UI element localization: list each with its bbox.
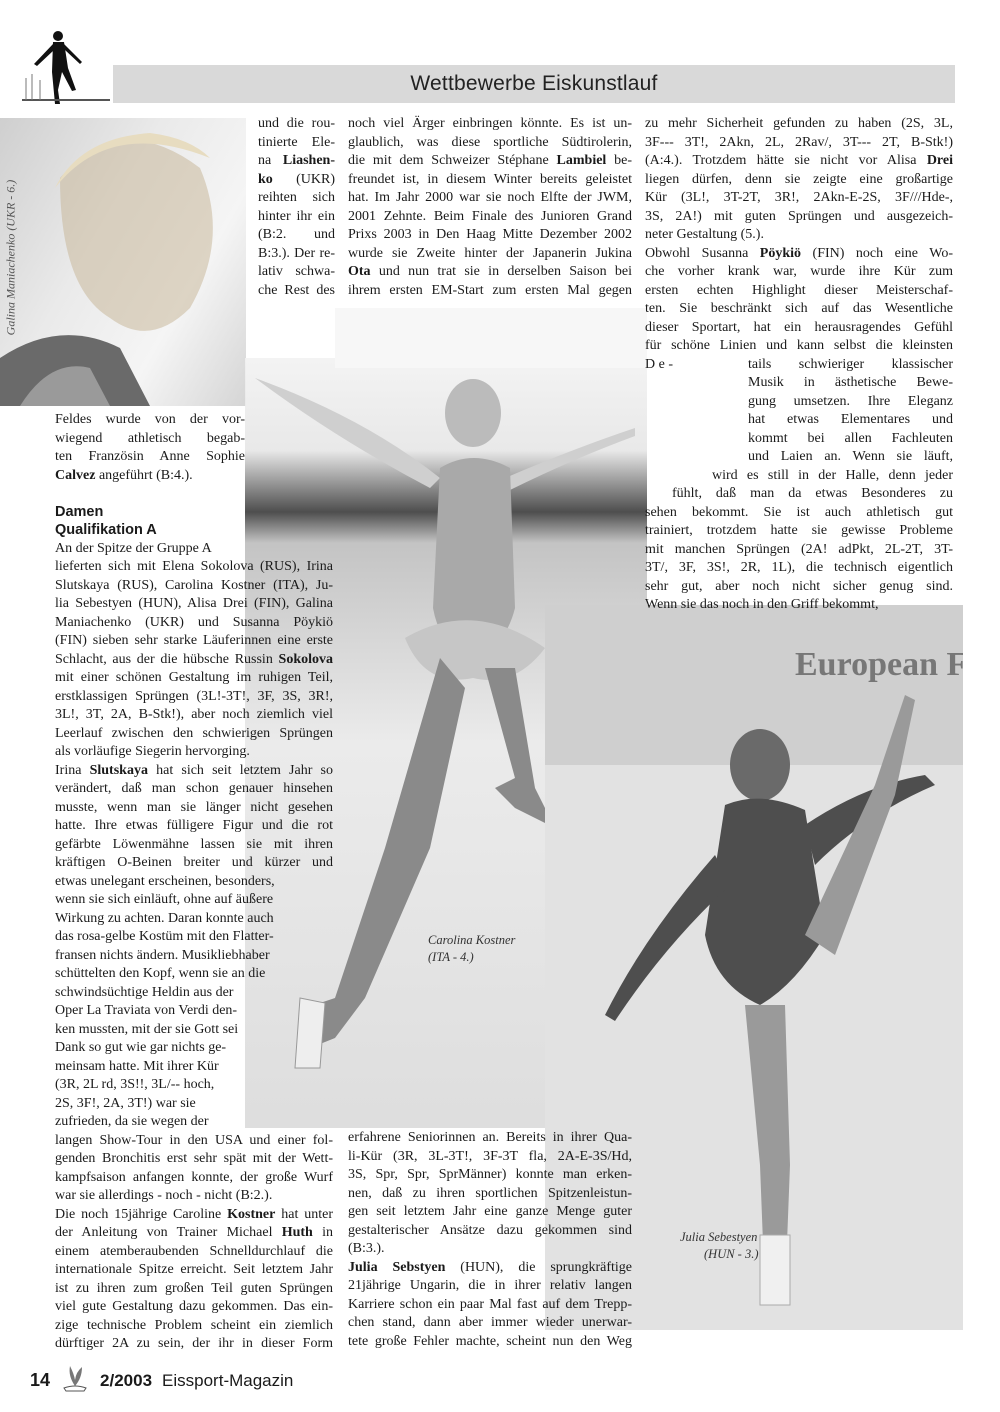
text-line: hat. Im Jahr 2000 war sie noch Elfte der JWM, [348, 190, 632, 205]
bold-name: Sokolova [278, 651, 333, 667]
magazine-name: Eissport-Magazin [162, 1370, 294, 1390]
text-segment: (UKR) [272, 171, 335, 187]
text-line [55, 651, 333, 670]
text-line: che vorher krank war, wurde ihre Kür zum [645, 264, 953, 279]
text-line: internationale Spitze erreicht. Seit letztem Jahr [55, 1262, 333, 1277]
text-segment: in [312, 1225, 333, 1240]
text-line: 3L!, 3T, 2A, B-Stk!), aber noch ziemlich viel [55, 707, 333, 722]
bold-name: Ota [348, 264, 371, 279]
text-line: lieferten sich mit Elena Sokolova (RUS), Irina [55, 559, 333, 574]
text-line: Feldes wurde von der vor- [55, 412, 245, 427]
text-line: lia Sebestyen (HUN), Alisa Drei (FIN), Galina [55, 596, 333, 611]
text-line: ist zu ihren zum großen Teil guten Sprüngen [55, 1280, 333, 1296]
text-line: Wenn sie das noch in den Griff bekommt, [645, 597, 879, 612]
text-line: erstklassigen Sprüngen (3L!-3T!, 3F, 3S, 3R!, [55, 688, 333, 704]
caption-kostner-rank: (ITA - 4.) [428, 950, 474, 964]
bold-name: Liashen- [282, 153, 335, 168]
text-line: ten. Sie beschränkt sich auf das Wesentliche [645, 301, 953, 316]
bold-name: Kostner [227, 1206, 276, 1222]
text-line: genden Bronchitis erst sehr spät mit der Wett- [55, 1151, 333, 1166]
text-line: und die rou- [258, 116, 335, 131]
text-line: hinter ihr ein [258, 208, 335, 224]
text-segment: Die noch 15jährige Caroline [55, 1206, 228, 1222]
text-line: musste, wenn man sie länger nicht gesehen [55, 799, 333, 815]
text-line [258, 171, 335, 190]
text-line [258, 152, 335, 171]
text-line: 2S, 3F!, 2A, 3T!) war sie [55, 1095, 196, 1111]
text-line: schwindsüchtige Heldin aus der [55, 984, 234, 1000]
text-line: wiegend athletisch begab- [55, 430, 245, 446]
page-footer [30, 1364, 293, 1397]
text-line: mit einer schönen Gestaltung im ruhigen Teil, [55, 670, 333, 685]
text-line: nen, daß zu ihren sportlichen Spitzenleistun- [348, 1185, 632, 1201]
text-line: Wirkung zu achten. Daran konnte auch [55, 910, 274, 926]
caption-sebestyen-name: Julia Sebestyen [680, 1230, 758, 1244]
text-line: liegen dürfen, denn sie zeigte eine großartige [645, 171, 953, 187]
text-line: gefärbte Löwenmähne lassen sie mit ihren [55, 836, 333, 852]
text-line: Slutskaya (RUS), Carolina Kostner (ITA), Ju- [55, 577, 333, 593]
article-column-left [55, 558, 333, 1354]
text-line: Leerlauf zwischen den schwierigen Sprüngen [55, 725, 333, 741]
text-line: li-Kür (3R, 3L-3T!, 3F-3T fla, 2A-E-3S/Hd, [348, 1148, 632, 1164]
text-line: dürftiger 2A zu sein, der ihr in dieser Form [55, 1336, 333, 1351]
article-column-left-top [55, 411, 245, 485]
text-line: ihrem ersten EM-Start zum ersten Mal gegen [348, 282, 632, 298]
heading-damen: Damen [55, 504, 104, 520]
portrait-photo-maniachenko [0, 118, 246, 406]
text-line: chen stand, dann aber immer wieder unerwar- [348, 1315, 632, 1330]
text-line: langen Show-Tour in den USA und einer fol- [55, 1132, 333, 1148]
heading-qualifikation: Qualifikation A [55, 522, 157, 538]
text-segment: die mit dem Schweizer Stéphane [348, 153, 557, 168]
text-line: viel gute Gestaltung dazu gekommen. Das ein- [55, 1299, 333, 1314]
text-line: lativ schwa- [258, 264, 335, 279]
caption-kostner-name: Carolina Kostner [428, 933, 516, 947]
skater-logo-icon [20, 28, 115, 108]
text-line [645, 245, 953, 264]
text-segment: hat unter [275, 1206, 333, 1222]
bold-name: Calvez [55, 467, 96, 483]
text-line: D e - [645, 356, 673, 372]
text-line: verändert, daß man schon genauer hinsehen [55, 781, 333, 796]
text-line: gen seit letztem Jahr eine ganze Menge guter [348, 1204, 632, 1219]
text-line: sehen bekommt. Sie ist auch athletisch gut [645, 504, 953, 520]
article-column-c-wrap [748, 356, 953, 467]
text-line: einem atemberaubenden Schnelldurchlauf die [55, 1243, 333, 1259]
caption-sebestyen-rank: (HUN - 3.) [704, 1247, 759, 1261]
text-line [55, 467, 245, 486]
text-line [55, 1224, 333, 1243]
text-line: zu mehr Sicherheit gefunden zu haben (2S, 3L, [645, 116, 953, 131]
text-line: kampfsaison anfangen konnte, der große Wurf [55, 1169, 333, 1185]
text-line: 3T/, 3F, 3S!, 2R, 1L), die technisch eigentlich [645, 560, 953, 575]
text-line: Oper La Traviata von Verdi den- [55, 1003, 238, 1018]
text-line: zige technische Problem scheint ein ziemlich [55, 1317, 333, 1333]
bold-name: Pöykiö [759, 245, 802, 261]
text-line: 3S, Spr, Spr, SprMänner) konnte man erken- [348, 1167, 632, 1182]
text-line: Kür (3L!, 3T-2T, 3R!, 2Akn-E-2S, 3F///Hde-, [645, 190, 953, 205]
text-segment: hat sich seit letztem Jahr so [147, 762, 333, 778]
article-column-c-top [645, 115, 953, 356]
text-line: tails schwieriger klassischer [748, 356, 953, 372]
text-line: glaublich, was diese sportliche Südtirolerin, [348, 134, 632, 150]
text-line: reihten sich [258, 190, 335, 205]
caption-sebestyen [680, 1229, 759, 1263]
text-line: wurde sie Zweite hinter der Japanerin Jukina [348, 245, 632, 261]
text-line: kommt bei allen Fachleuten [748, 430, 953, 446]
text-line: fühlt, daß man da etwas Besonderes zu [672, 486, 953, 501]
text-line: wenn sie sich einläuft, ohne auf äußere [55, 892, 274, 907]
text-line: hat etwas Elementares und [748, 412, 953, 427]
text-line: fransen nichts ändern. Musikliebhaber [55, 947, 270, 963]
text-segment: Obwohl Susanna [645, 245, 760, 261]
text-line: das rosa-gelbe Kostüm mit den Flatter- [55, 929, 274, 944]
text-line: Musik in ästhetische Bewe- [748, 375, 953, 390]
text-line: sehr gut, aber noch nicht sicher genug sind. [645, 578, 953, 594]
text-segment: Schlacht, aus der die hübsche Russin [55, 651, 279, 667]
text-segment: be- [606, 153, 632, 168]
text-line: erfahrene Seniorinnen an. Bereits in ihrer Qua- [348, 1130, 632, 1145]
issue-number: 2/2003 [100, 1370, 153, 1390]
page-number: 14 [30, 1370, 51, 1390]
section-banner [113, 65, 955, 103]
text-line: ten Französin Anne Sophie [55, 449, 245, 464]
text-line: schüttelten den Kopf, wenn sie an die [55, 966, 266, 981]
text-line: freundet ist, in diesem Winter bereits geleistet [348, 171, 632, 187]
text-line: war sie allerdings - noch - nicht (B:2.). [55, 1188, 273, 1203]
text-line: kräftigen O-Beinen breiter und kürzer und [55, 855, 333, 870]
text-line: Karriere schon ein paar Mal fast auf dem Trepp- [348, 1296, 632, 1312]
section-title: Wettbewerbe Eiskunstlauf [410, 72, 658, 95]
photo-credit: Galina Maniachenko (UKR - 6.) [3, 179, 18, 336]
bold-name: Huth [281, 1225, 313, 1240]
text-segment: (HUN), die sprungkräftige [445, 1259, 632, 1275]
text-line [55, 1206, 333, 1225]
text-line: (B:2. und [258, 227, 335, 242]
text-segment: (A:4.). Trotzdem hätte sie nicht vor Alisa [645, 153, 927, 168]
text-line: als vorläufige Siegerin hervorging. [55, 744, 250, 759]
text-line: ken mussten, mit der sie Gott sei [55, 1021, 239, 1037]
text-line: gung umsetzen. Ihre Eleganz [748, 393, 953, 409]
article-column-c-de [645, 356, 705, 375]
text-line: wird es still in der Halle, denn jeder [712, 467, 953, 483]
caption-kostner [428, 932, 515, 966]
text-line: etwas unelegant erscheinen, besonders, [55, 873, 275, 889]
text-segment: na [258, 153, 283, 168]
text-line: für schöne Linien und kann selbst die kleinsten [645, 338, 953, 353]
text-segment: und nun trat sie in derselben Saison bei [370, 264, 632, 279]
text-line: hatte. Ihre etwas fülligere Figur und die rot [55, 818, 333, 833]
text-line: 21jährige Ungarin, die in ihrer relativ langen [348, 1278, 632, 1293]
text-segment: angeführt (B:4.). [95, 467, 193, 483]
text-line: che Rest des [258, 282, 335, 298]
bold-name: ko [258, 171, 273, 187]
text-line [55, 762, 333, 781]
text-line: gestalterischer Ansätze dazu gekommen sind [348, 1222, 632, 1238]
magazine-logo-icon [60, 1364, 90, 1397]
bold-name: Slutskaya [89, 762, 148, 778]
text-line: trainiert, trotzdem hatte sie gewisse Probleme [645, 523, 953, 538]
text-line: Prixs 2003 in Den Haag Mitte Dezember 2002 [348, 227, 632, 242]
text-line: Dank so gut wie gar nichts ge- [55, 1040, 227, 1055]
article-column-b-bottom [348, 1129, 632, 1351]
text-line: Maniachenko (UKR) und Susanna Pöykiö [55, 614, 333, 630]
text-line: (B:3.). [348, 1241, 385, 1256]
text-segment: der Anleitung von Trainer Michael [55, 1225, 282, 1240]
text-line [645, 152, 953, 171]
text-line: 2001 Zehnte. Beim Finale des Junioren Grand [348, 208, 632, 224]
text-line [348, 263, 632, 282]
article-column-c-bottom [645, 504, 953, 615]
text-line: tinierte Ele- [258, 134, 335, 150]
article-intro-line [55, 540, 215, 559]
text-line: 3S, 2A!) mit guten Sprüngen und ausgezeich- [645, 208, 953, 224]
text-line: (3R, 2L rd, 3S!!, 3L/-- hoch, [55, 1077, 215, 1092]
text-line: mit manchen Sprüngen (2A! adPkt, 2L-2T, 3T- [645, 541, 953, 557]
text-segment: (FIN) noch eine Wo- [801, 245, 953, 261]
text-line: ersten echten Highlight dieser Meisterschaf- [645, 282, 953, 298]
photo-banner-text: European F [795, 646, 963, 683]
text-line: neter Gestaltung (5.). [645, 227, 764, 242]
text-line: meinsam hatte. Mit ihrer Kür [55, 1058, 219, 1074]
article-column-c-wrap2 [712, 467, 953, 486]
text-line: zufrieden, da sie wegen der [55, 1114, 209, 1129]
text-line: tete große Fehler machte, scheint nun den Weg [348, 1333, 632, 1349]
text-line: dieser Sportart, hat ein herausragendes Gefühl [645, 319, 953, 335]
article-column-a [258, 115, 335, 300]
text-line: B:3.). Der re- [258, 245, 335, 261]
text-segment: Irina [55, 762, 90, 778]
text-line: noch viel Ärger einbringen könnte. Es ist un- [348, 116, 632, 131]
article-column-b-top [348, 115, 632, 300]
text-line: An der Spitze der Gruppe A [55, 541, 212, 556]
article-column-c-wrap3 [672, 485, 953, 504]
text-line: (FIN) sieben sehr starke Läuferinnen eine erste [55, 633, 333, 648]
text-line: und Laien an. Wenn sie läuft, [748, 449, 953, 464]
bold-name: Drei [926, 153, 953, 168]
bold-name: Lambiel [556, 153, 607, 168]
text-line [348, 1259, 632, 1278]
text-line [348, 152, 632, 171]
bold-name: Julia Sebstyen [348, 1259, 446, 1275]
text-line: 3F--- 3T!, 2Akn, 2L, 2Rav/, 3T--- 2T, B-Stk!) [645, 134, 953, 150]
